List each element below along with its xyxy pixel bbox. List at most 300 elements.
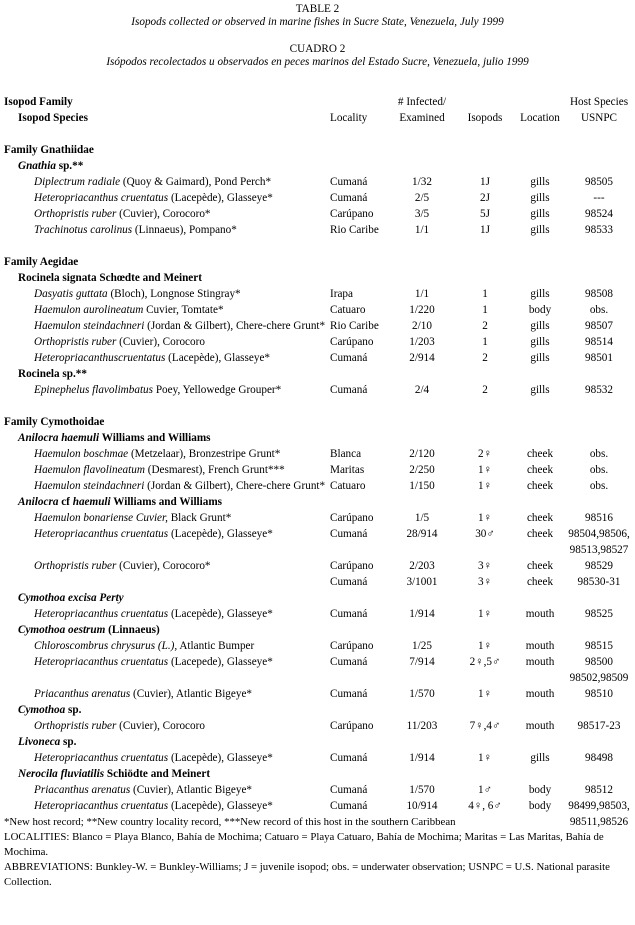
locality-cell: Cumaná	[330, 784, 368, 796]
footnote-localities: LOCALITIES: Blanco = Playa Blanco, Bahía de Mochima; Catuaro = Playa Catuaro, Bahía de Mochima; Maritas = Las Maritas, Bahía de Mochima.	[4, 831, 604, 858]
host-common-name: (Lacepède), Glasseye*	[168, 800, 273, 812]
isopods-cell: 2♀,5♂	[469, 656, 501, 668]
host-common-name: (Lacepede), Glasseye*	[168, 656, 273, 668]
host-scientific-name: Heteropriacanthus cruentatus	[34, 800, 169, 812]
host-row	[4, 784, 632, 800]
host-species	[4, 176, 330, 192]
host-row	[4, 224, 632, 240]
infected-cell: 3/1001	[406, 576, 438, 588]
locality-cell: Carúpano	[330, 208, 374, 220]
usnpc-cell: 98524	[585, 208, 613, 220]
infected-cell: 2/120	[409, 448, 435, 460]
isopods-cell: 1♀	[478, 464, 492, 476]
location-cell: mouth	[525, 640, 555, 652]
usnpc-cell: obs.	[589, 448, 609, 460]
location-cell: cheek	[526, 528, 554, 540]
host-common-name: (Jordan & Gilbert), Chere-chere Grunt*	[144, 480, 326, 492]
empty-cell	[4, 672, 330, 688]
header-isopods: Isopods	[467, 112, 503, 124]
host-scientific-name: Chloroscombrus chrysurus (L.),	[34, 640, 178, 652]
host-common-name: (Lacepède), Glasseye*	[168, 752, 273, 764]
usnpc-cell: 98505	[585, 176, 613, 188]
locality-cell: Cumaná	[330, 800, 368, 812]
empty-cell	[330, 544, 388, 560]
empty-cell	[456, 672, 514, 688]
isopods-cell: 2♀	[478, 448, 492, 460]
host-species	[4, 480, 330, 496]
host-row	[4, 560, 632, 576]
species-row	[4, 736, 632, 752]
usnpc-cell: 98511,98526	[569, 816, 629, 828]
family-name: Family Aegidae	[4, 256, 79, 268]
empty-cell	[4, 544, 330, 560]
host-species	[4, 336, 330, 352]
species-author: sp.	[60, 736, 77, 748]
isopods-cell: 1♀	[478, 608, 492, 620]
locality-cell: Carúpano	[330, 720, 374, 732]
isopods-cell: 1♀	[478, 480, 492, 492]
location-cell: cheek	[526, 464, 554, 476]
host-row	[4, 384, 632, 400]
host-common-name: (Desmarest), French Grunt***	[144, 464, 285, 476]
header-row-1	[4, 96, 632, 112]
table-caption-es: Isópodos recolectados u observados en peces marinos del Estado Sucre, Venezuela, julio 1999	[106, 55, 529, 68]
host-row	[4, 288, 632, 304]
usnpc-cell: 98501	[585, 352, 613, 364]
location-cell: mouth	[525, 656, 555, 668]
usnpc-cell: 98500	[585, 656, 613, 668]
locality-cell: Cumaná	[330, 528, 368, 540]
isopods-cell: 1	[482, 304, 488, 316]
location-cell: gills	[530, 384, 550, 396]
footnote-records: *New host record; **New country locality record, ***New record of this host in the southern Caribbean	[4, 816, 456, 828]
locality-cell: Carúpano	[330, 560, 374, 572]
host-scientific-name: Heteropriacanthus cruentatus	[34, 192, 169, 204]
usnpc-cell: 98530-31	[577, 576, 621, 588]
host-scientific-name: Haemulon steindachneri	[34, 320, 145, 332]
species-author: Williams and Williams	[110, 496, 223, 508]
locality-cell: Rio Caribe	[330, 224, 379, 236]
host-species	[4, 656, 330, 672]
host-common-name: (Cuvier), Corocoro*	[116, 208, 211, 220]
host-species	[4, 800, 330, 816]
species-genus: Anilocra	[18, 496, 59, 508]
host-species	[4, 560, 330, 576]
host-row	[4, 640, 632, 656]
usnpc-cell: obs.	[589, 304, 609, 316]
isopods-cell: 1J	[480, 176, 490, 188]
isopods-cell: 1♂	[478, 784, 492, 796]
host-species	[4, 192, 330, 208]
host-species	[4, 688, 330, 704]
species-row	[4, 368, 632, 384]
isopods-cell: 1	[482, 288, 488, 300]
host-common-name: (Lacepède), Glasseye*	[165, 352, 271, 364]
species-name	[4, 592, 632, 608]
infected-cell: 1/1	[414, 288, 430, 300]
usnpc-cell: 98516	[585, 512, 613, 524]
host-common-name: Atlantic Bumper	[177, 640, 255, 652]
locality-cell: Maritas	[330, 464, 365, 476]
usnpc-cell: 98514	[585, 336, 613, 348]
location-cell: gills	[530, 288, 550, 300]
host-row	[4, 464, 632, 480]
header-location: Location	[520, 112, 560, 124]
location-cell: gills	[530, 224, 550, 236]
usnpc-cell: 98533	[585, 224, 613, 236]
location-cell: gills	[530, 208, 550, 220]
spacer	[4, 400, 632, 416]
species-name	[4, 704, 632, 720]
host-species	[4, 640, 330, 656]
host-species	[4, 752, 330, 768]
species-genus: Cymothoa excisa Perty	[18, 592, 124, 604]
infected-cell: 1/570	[409, 688, 435, 700]
header-species: Isopod Species	[18, 112, 88, 124]
header-host: Host Species	[569, 96, 629, 108]
host-species	[4, 720, 330, 736]
infected-cell: 1/150	[409, 480, 435, 492]
family-row	[4, 144, 632, 160]
host-species	[4, 512, 330, 528]
infected-cell: 2/10	[412, 320, 432, 332]
host-common-name: (Lacepède), Glasseye*	[168, 608, 273, 620]
isopods-cell: 1	[482, 336, 488, 348]
empty-cell	[456, 544, 514, 560]
locality-cell: Cumaná	[330, 192, 368, 204]
locality-cell: Cumaná	[330, 384, 368, 396]
isopods-cell: 1♀	[478, 640, 492, 652]
location-cell: body	[528, 304, 552, 316]
locality-cell: Cumaná	[330, 176, 368, 188]
usnpc-cell: 98517-23	[577, 720, 621, 732]
host-scientific-name: Orthopristis ruber	[34, 720, 117, 732]
location-cell: gills	[530, 192, 550, 204]
isopods-cell: 1♀	[478, 512, 492, 524]
species-row	[4, 160, 632, 176]
host-scientific-name: Diplectrum radiale	[34, 176, 121, 188]
footnotes	[4, 815, 632, 890]
table-caption-en: Isopods collected or observed in marine fishes in Sucre State, Venezuela, July 1999	[131, 15, 504, 28]
isopods-cell: 2	[482, 352, 488, 364]
species-genus: Gnathia	[18, 160, 56, 172]
infected-cell: 2/4	[414, 384, 430, 396]
host-species	[4, 288, 330, 304]
host-row	[4, 304, 632, 320]
host-species	[4, 448, 330, 464]
location-cell: cheek	[526, 480, 554, 492]
host-row	[4, 192, 632, 208]
family-name: Family Cymothoidae	[4, 416, 105, 428]
usnpc-cell: 98507	[585, 320, 613, 332]
usnpc-cell: 98532	[585, 384, 613, 396]
host-common-name: (Cuvier), Corocoro	[116, 720, 205, 732]
host-scientific-name: Trachinotus carolinus	[34, 224, 133, 236]
isopods-cell: 2J	[480, 192, 490, 204]
table-title-en: TABLE 2	[295, 3, 340, 15]
usnpc-cell: 98499,98503,	[568, 800, 630, 812]
infected-cell: 1/5	[414, 512, 430, 524]
locality-cell: Carúpano	[330, 640, 374, 652]
empty-cell	[514, 544, 566, 560]
footnote-abbreviations: ABBREVIATIONS: Bunkley-W. = Bunkley-Williams; J = juvenile isopod; obs. = underwater observation; USNPC = U.S. National parasite Collection.	[4, 861, 610, 888]
location-cell: mouth	[525, 608, 555, 620]
host-species	[4, 224, 330, 240]
species-row	[4, 496, 632, 512]
host-common-name: Black Grunt*	[167, 512, 232, 524]
species-genus: Livoneca	[18, 736, 61, 748]
host-scientific-name: Heteropriacanthus cruentatus	[34, 528, 169, 540]
species-name	[4, 768, 632, 784]
host-row	[4, 528, 632, 544]
host-scientific-name: Orthopristis ruber	[34, 560, 117, 572]
infected-cell: 1/914	[409, 608, 435, 620]
header-examined: Examined	[399, 112, 445, 124]
usnpc-cell: 98513,98527	[569, 544, 629, 556]
location-cell: cheek	[526, 512, 554, 524]
species-epithet: haemuli	[72, 496, 111, 508]
host-scientific-name: Heteropriacanthus cruentatus	[34, 656, 169, 668]
locality-cell: Cumaná	[330, 352, 368, 364]
locality-cell: Cumaná	[330, 688, 368, 700]
host-row	[4, 480, 632, 496]
gap-row	[4, 240, 632, 256]
infected-cell: 1/570	[409, 784, 435, 796]
species-author: sp.**	[55, 160, 84, 172]
isopods-cell: 3♀	[478, 560, 492, 572]
family-row	[4, 416, 632, 432]
location-cell: gills	[530, 352, 550, 364]
infected-cell: 2/5	[414, 192, 430, 204]
host-species	[4, 464, 330, 480]
host-row	[4, 336, 632, 352]
location-cell: cheek	[526, 448, 554, 460]
host-common-name: (Cuvier), Corocoro	[116, 336, 205, 348]
location-cell: gills	[530, 336, 550, 348]
host-scientific-name: Heteropriacanthus cruentatus	[34, 752, 169, 764]
location-cell: gills	[530, 176, 550, 188]
species-row	[4, 432, 632, 448]
host-species	[4, 384, 330, 400]
usnpc-cell: 98510	[585, 688, 613, 700]
infected-cell: 28/914	[406, 528, 438, 540]
isopods-cell: 7♀,4♂	[469, 720, 501, 732]
infected-cell: 1/203	[409, 336, 435, 348]
empty-cell	[388, 544, 456, 560]
host-row	[4, 448, 632, 464]
host-row	[4, 576, 632, 592]
host-scientific-name: Orthopristis ruber	[34, 336, 117, 348]
species-row	[4, 768, 632, 784]
isopods-cell: 2	[482, 384, 488, 396]
host-common-name: (Lacepède), Glasseye*	[168, 192, 273, 204]
host-row	[4, 688, 632, 704]
usnpc-cell: ---	[593, 192, 605, 204]
host-common-name: (Cuvier), Atlantic Bigeye*	[130, 784, 253, 796]
usnpc-cell: 98498	[585, 752, 613, 764]
gap-row	[4, 400, 632, 416]
location-cell: gills	[530, 320, 550, 332]
isopods-cell: 4♀, 6♂	[468, 800, 502, 812]
host-scientific-name: Haemulon boschmae	[34, 448, 129, 460]
location-cell: mouth	[525, 688, 555, 700]
isopods-cell: 1J	[480, 224, 490, 236]
host-common-name: (Quoy & Gaimard), Pond Perch*	[120, 176, 272, 188]
isopods-cell: 2	[482, 320, 488, 332]
host-species	[4, 320, 330, 336]
species-row	[4, 592, 632, 608]
infected-cell: 1/220	[409, 304, 435, 316]
species-genus: Cymothoa oestrum	[18, 624, 106, 636]
host-row	[4, 720, 632, 736]
host-scientific-name: Orthopristis ruber	[34, 208, 117, 220]
isopods-cell: 1♀	[478, 688, 492, 700]
species-row	[4, 272, 632, 288]
infected-cell: 2/914	[409, 352, 435, 364]
host-scientific-name: Dasyatis guttata	[34, 288, 108, 300]
header-infected: # Infected/	[397, 96, 447, 108]
host-row	[4, 656, 632, 672]
empty-cell	[388, 672, 456, 688]
table-body	[4, 144, 632, 832]
species-text: Rocinela signata Schœdte and Meinert	[18, 272, 202, 284]
host-scientific-name: Heteropriacanthuscruentatus	[34, 352, 166, 364]
usnpc-cell: 98504,98506,	[568, 528, 630, 540]
species-name	[4, 496, 632, 512]
locality-cell: Carúpano	[330, 512, 374, 524]
species-author: sp.	[65, 704, 82, 716]
host-common-name: (Lacepède), Glasseye*	[168, 528, 273, 540]
species-name	[4, 272, 632, 288]
species-genus: Nerocila fluviatilis	[18, 768, 105, 780]
locality-cell: Rio Caribe	[330, 320, 379, 332]
host-row	[4, 752, 632, 768]
usnpc-cell: obs.	[589, 480, 609, 492]
empty-cell	[514, 672, 566, 688]
infected-cell: 2/250	[409, 464, 435, 476]
species-genus: Anilocra haemuli	[18, 432, 100, 444]
locality-cell: Cumaná	[330, 656, 368, 668]
family-row	[4, 256, 632, 272]
species-name	[4, 624, 632, 640]
locality-cell: Catuaro	[330, 480, 366, 492]
infected-cell: 7/914	[409, 656, 435, 668]
host-scientific-name: Heteropriacanthus cruentatus	[34, 608, 169, 620]
header-row-2	[4, 112, 632, 128]
infected-cell: 3/5	[414, 208, 430, 220]
host-scientific-name: Haemulon flavolineatum	[34, 464, 145, 476]
locality-cell: Blanca	[330, 448, 362, 460]
species-author: cf	[58, 496, 73, 508]
location-cell: gills	[530, 752, 550, 764]
infected-cell: 10/914	[406, 800, 438, 812]
location-cell: cheek	[526, 560, 554, 572]
host-row	[4, 800, 632, 816]
header-locality: Locality	[330, 112, 368, 124]
species-author: Williams and Williams	[99, 432, 211, 444]
isopod-table	[4, 96, 632, 832]
host-scientific-name: Epinephelus flavolimbatus	[34, 384, 154, 396]
locality-cell: Carúpano	[330, 336, 374, 348]
host-species	[4, 608, 330, 624]
infected-cell: 11/203	[406, 720, 438, 732]
locality-cell: Irapa	[330, 288, 353, 300]
host-species	[4, 784, 330, 800]
header-family: Isopod Family	[4, 96, 73, 108]
usnpc-cell: 98512	[585, 784, 613, 796]
species-author: (Linnaeus)	[105, 624, 160, 636]
host-row	[4, 512, 632, 528]
host-row	[4, 208, 632, 224]
family-name: Family Gnathiidae	[4, 144, 94, 156]
host-species	[4, 304, 330, 320]
usnpc-cell: 98515	[585, 640, 613, 652]
species-row	[4, 624, 632, 640]
host-row	[4, 608, 632, 624]
host-species	[4, 352, 330, 368]
host-common-name: Cuvier, Tomtate*	[143, 304, 224, 316]
host-scientific-name: Haemulon aurolineatum	[34, 304, 144, 316]
host-common-name: (Cuvier), Atlantic Bigeye*	[130, 688, 253, 700]
species-genus: Cymothoa	[18, 704, 66, 716]
species-row	[4, 704, 632, 720]
infected-cell: 2/203	[409, 560, 435, 572]
usnpc-cell: 98502,98509	[569, 672, 629, 684]
infected-cell: 1/25	[412, 640, 432, 652]
host-species	[4, 208, 330, 224]
host-scientific-name: Priacanthus arenatus	[34, 784, 131, 796]
usnpc-cell: 98529	[585, 560, 613, 572]
host-species	[4, 528, 330, 544]
species-name	[4, 368, 632, 384]
host-species	[4, 576, 330, 592]
location-cell: cheek	[526, 576, 554, 588]
empty-cell	[330, 672, 388, 688]
host-continuation-row	[4, 672, 632, 688]
host-common-name: (Cuvier), Corocoro*	[116, 560, 211, 572]
location-cell: mouth	[525, 720, 555, 732]
host-row	[4, 176, 632, 192]
infected-cell: 1/914	[409, 752, 435, 764]
spacer	[4, 240, 632, 256]
host-row	[4, 320, 632, 336]
host-common-name: (Metzelaar), Bronzestripe Grunt*	[128, 448, 281, 460]
host-scientific-name: Priacanthus arenatus	[34, 688, 131, 700]
locality-cell: Cumaná	[330, 576, 368, 588]
host-common-name: (Linnaeus), Pompano*	[132, 224, 237, 236]
location-cell: body	[528, 784, 552, 796]
usnpc-cell: 98508	[585, 288, 613, 300]
location-cell: body	[528, 800, 552, 812]
locality-cell: Catuaro	[330, 304, 366, 316]
species-name	[4, 160, 632, 176]
host-common-name: Poey, Yellowedge Grouper*	[153, 384, 282, 396]
species-name	[4, 432, 632, 448]
host-scientific-name: Haemulon steindachneri	[34, 480, 145, 492]
header-usnpc: USNPC	[580, 112, 618, 124]
usnpc-cell: obs.	[589, 464, 609, 476]
table-title-es: CUADRO 2	[289, 42, 346, 55]
species-name	[4, 736, 632, 752]
species-author: Schiödte and Meinert	[104, 768, 211, 780]
host-common-name: (Bloch), Longnose Stingray*	[107, 288, 241, 300]
isopods-cell: 3♀	[478, 576, 492, 588]
infected-cell: 1/1	[414, 224, 430, 236]
isopods-cell: 30♂	[475, 528, 495, 540]
host-row	[4, 352, 632, 368]
host-continuation-row	[4, 544, 632, 560]
species-text: Rocinela sp.**	[18, 368, 87, 380]
